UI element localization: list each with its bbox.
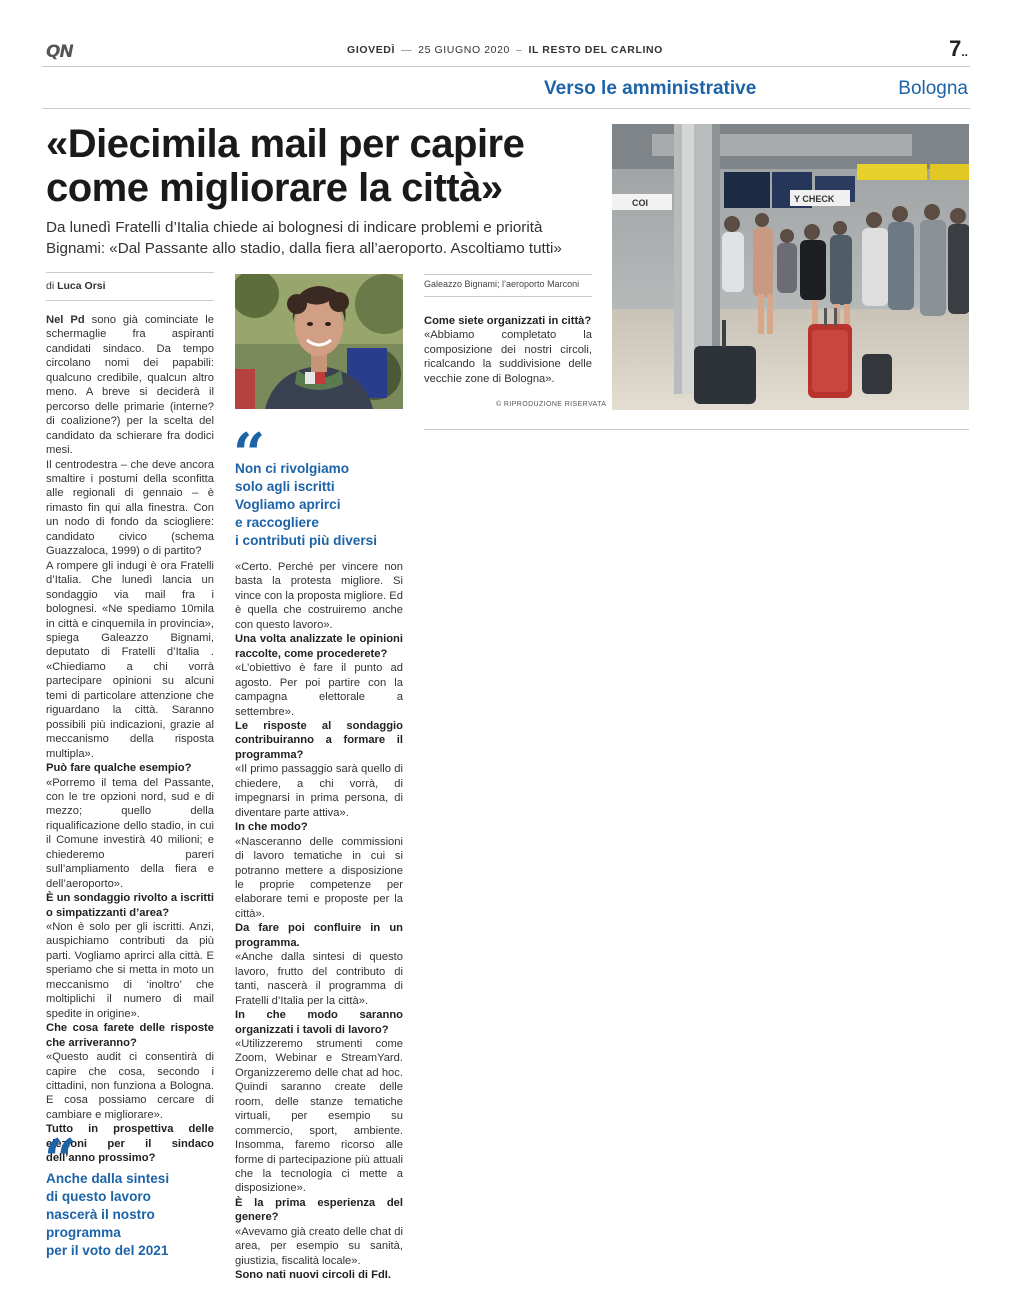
pull-quote-line: Non ci rivolgiamo: [235, 461, 350, 476]
headline-line-1: «Diecimila mail per capire: [46, 122, 525, 166]
article-end-rule: [424, 429, 969, 430]
pull-quote-line: nascerà il nostro: [46, 1207, 155, 1222]
article-column-2: [235, 560, 403, 1283]
interview-question: Può fare qualche esempio?: [46, 762, 192, 775]
paragraph: Il centrodestra – che deve ancora smaltire i postumi della sconfitta alle regionali di gennaio – è rimasto fin qui alla finestra. Con un nodo di fondo da sciogliere: candidato civico (schema Guazzaloca, 1999) o di partito?: [46, 458, 214, 558]
interview-question: Le risposte al sondaggio contribuiranno a formare il programma?: [235, 719, 403, 761]
paragraph: A rompere gli indugi è ora Fratelli d’Italia. Che lunedì lancia un sondaggio via mail fra i bolognesi. «Ne spediamo 10mila in città e cinquemila in provincia», spiega Galeazzo Bignami, deputato di Fratelli d’Italia . «Chiediamo a chi vorrà partecipare opinioni su alcuni temi di particolare attenzione che riguardano la città. Saranno possibili più indicazioni, grazie al meccanismo della risposta multipla».: [46, 559, 214, 760]
rubric: Verso le amministrative: [544, 78, 757, 99]
deck: [46, 217, 606, 259]
pull-quote-line: Vogliamo aprirci: [235, 497, 341, 512]
pull-quote-line: e raccogliere: [235, 515, 319, 530]
airport-photo: [612, 124, 969, 410]
interview-question: Tutto in prospettiva delle elezioni per il sindaco dell’anno prossimo?: [46, 1123, 214, 1165]
paragraph: «Il primo passaggio sarà quello di chiedere, a chi vorrà, di impegnarsi in prima persona, di diventare parte attiva».: [235, 763, 403, 819]
sign-left-text: COI: [632, 198, 649, 208]
paragraph: «Questo audit ci consentirà di capire che cosa, secondo i cittadini, non funziona a Bologna. E cosa possiamo cercare di cambiare e migliorare».: [46, 1051, 214, 1121]
page-number-value: 7: [949, 36, 962, 61]
interview-question: È un sondaggio rivolto a iscritti o simpatizzanti d’area?: [46, 892, 214, 919]
folio-day: GIOVEDÌ: [347, 44, 396, 56]
interview-question: Come siete organizzati in città?: [424, 315, 592, 327]
byline: [46, 280, 106, 292]
pull-quote-2: [235, 460, 405, 550]
pull-quote-line: solo agli iscritti: [235, 479, 335, 494]
byline-rule-bottom: [46, 300, 214, 301]
interview-question: È la prima esperienza del genere?: [235, 1196, 403, 1224]
page-number: [949, 36, 968, 62]
pull-quote-line: di questo lavoro: [46, 1189, 151, 1204]
byline-prefix: di: [46, 280, 55, 292]
quote-mark-icon: “: [233, 421, 266, 487]
interview-question: Da fare poi confluire in un programma.: [235, 922, 403, 949]
pull-quote-line: Anche dalla sintesi: [46, 1171, 170, 1186]
paragraph: «Utilizzeremo strumenti come Zoom, Webinar e StreamYard. Organizzeremo delle chat ad hoc. Quindi saranno create delle room, delle stanze tematiche virtuali, per esempio su commercio, sport, ambiente. Insomma, faremo ricorso alle forme di partecipazione più attuali che la tecnologia ci mette a disposizione».: [235, 1037, 403, 1195]
interview-question: In che modo saranno organizzati i tavoli di lavoro?: [235, 1009, 403, 1036]
para-lead: [46, 313, 214, 458]
interview-question: Che cosa farete delle risposte che arriveranno?: [46, 1022, 214, 1049]
paragraph: «L’obiettivo è fare il punto ad agosto. Per poi partire con la campagna elettorale a settembre».: [235, 662, 403, 718]
lead-in: Nel Pd: [46, 314, 85, 326]
portrait-photo: [235, 274, 403, 409]
deck-line-1: Da lunedì Fratelli d’Italia chiede ai bolognesi di indicare problemi e priorità: [46, 219, 543, 236]
paragraph: «Nasceranno delle commissioni di lavoro tematiche in cui si potranno mettere a disposizione le proprie competenze per elaborare temi e proposte per la città».: [235, 835, 403, 920]
rubric-rule: [42, 108, 970, 109]
copyright-notice: © RIPRODUZIONE RISERVATA: [496, 401, 607, 408]
portrait-illustration: [235, 274, 403, 409]
lead-text: sono già cominciate le schermaglie fra aspiranti candidati sindaco. Da tempo circolano nomi dei papabili: qualcuno credibile, qualcun altro meno. A breve si deciderà il percorso delle primarie (interne? di coalizione?) per la scelta del candidato da schierare fra dodici mesi.: [46, 314, 214, 457]
interview-question: Una volta analizzate le opinioni raccolte, come procederete?: [235, 633, 403, 660]
caption-rule-bottom: [424, 296, 592, 297]
article-column-1: [46, 313, 214, 1166]
pull-quote-line: i contributi più diversi: [235, 533, 377, 548]
top-rule: [42, 66, 970, 67]
article-column-3: [424, 314, 592, 386]
section-name: Bologna: [898, 78, 968, 99]
newspaper-logo: QN: [46, 42, 73, 62]
quote-mark-icon: “: [44, 1127, 77, 1193]
pull-quote-line: programma: [46, 1225, 121, 1240]
interview-question: In che modo?: [235, 821, 308, 834]
paragraph: «Abbiamo completato la composizione dei nostri circoli, ricalcando la suddivisione delle vecchie zone di Bologna».: [424, 329, 592, 385]
paragraph: «Non è solo per gli iscritti. Anzi, auspichiamo contributi da più parti. Vogliamo aprirci alla città. E speriamo che si metta in moto un meccanismo di ‘inoltro’ che moltiplichi il numero di mail spedite in origine».: [46, 921, 214, 1020]
folio-paper: IL RESTO DEL CARLINO: [528, 44, 663, 56]
paragraph: «Porremo il tema del Passante, con le tre opzioni nord, sud e di mezzo; quello della riqualificazione dello stadio, in cui il Comune investirà 40 milioni; e chiederemo pareri sull’ampliamento della fiera e dell’aeroporto».: [46, 776, 214, 890]
photo-caption: Galeazzo Bignami; l’aeroporto Marconi: [424, 279, 580, 289]
pull-quote-1: [46, 1170, 216, 1260]
pull-quote-line: per il voto del 2021: [46, 1243, 169, 1258]
headline-line-2: come migliorare la città»: [46, 166, 503, 210]
paragraph: «Anche dalla sintesi di questo lavoro, frutto del contributo di tanti, nascerà il programma di Fratelli d’Italia per la città».: [235, 951, 403, 1007]
byline-author: Luca Orsi: [57, 280, 106, 292]
byline-rule-top: [46, 272, 214, 273]
airport-photo-illustration: [612, 124, 969, 410]
deck-line-2: Bignami: «Dal Passante allo stadio, dalla fiera all’aeroporto. Ascoltiamo tutti»: [46, 240, 562, 257]
paragraph: «Certo. Perché per vincere non basta la protesta migliore. Si vince con la proposta migliore. Ed è quella che costruiremo anche con questo lavoro».: [235, 561, 403, 631]
folio-line: GIOVEDÌ — 25 GIUGNO 2020 – IL RESTO DEL CARLINO: [347, 44, 663, 56]
caption-rule-top: [424, 274, 592, 275]
sign-center-text: Y CHECK: [794, 194, 835, 204]
paragraph: «Avevamo già creato delle chat di area, per esempio su sanità, giustizia, fiscalità locale».: [235, 1225, 403, 1267]
headline: [46, 122, 606, 210]
folio-date: 25 GIUGNO 2020: [418, 44, 510, 56]
page-number-dots: ..: [961, 45, 968, 59]
interview-question: Sono nati nuovi circoli di FdI.: [235, 1269, 392, 1282]
